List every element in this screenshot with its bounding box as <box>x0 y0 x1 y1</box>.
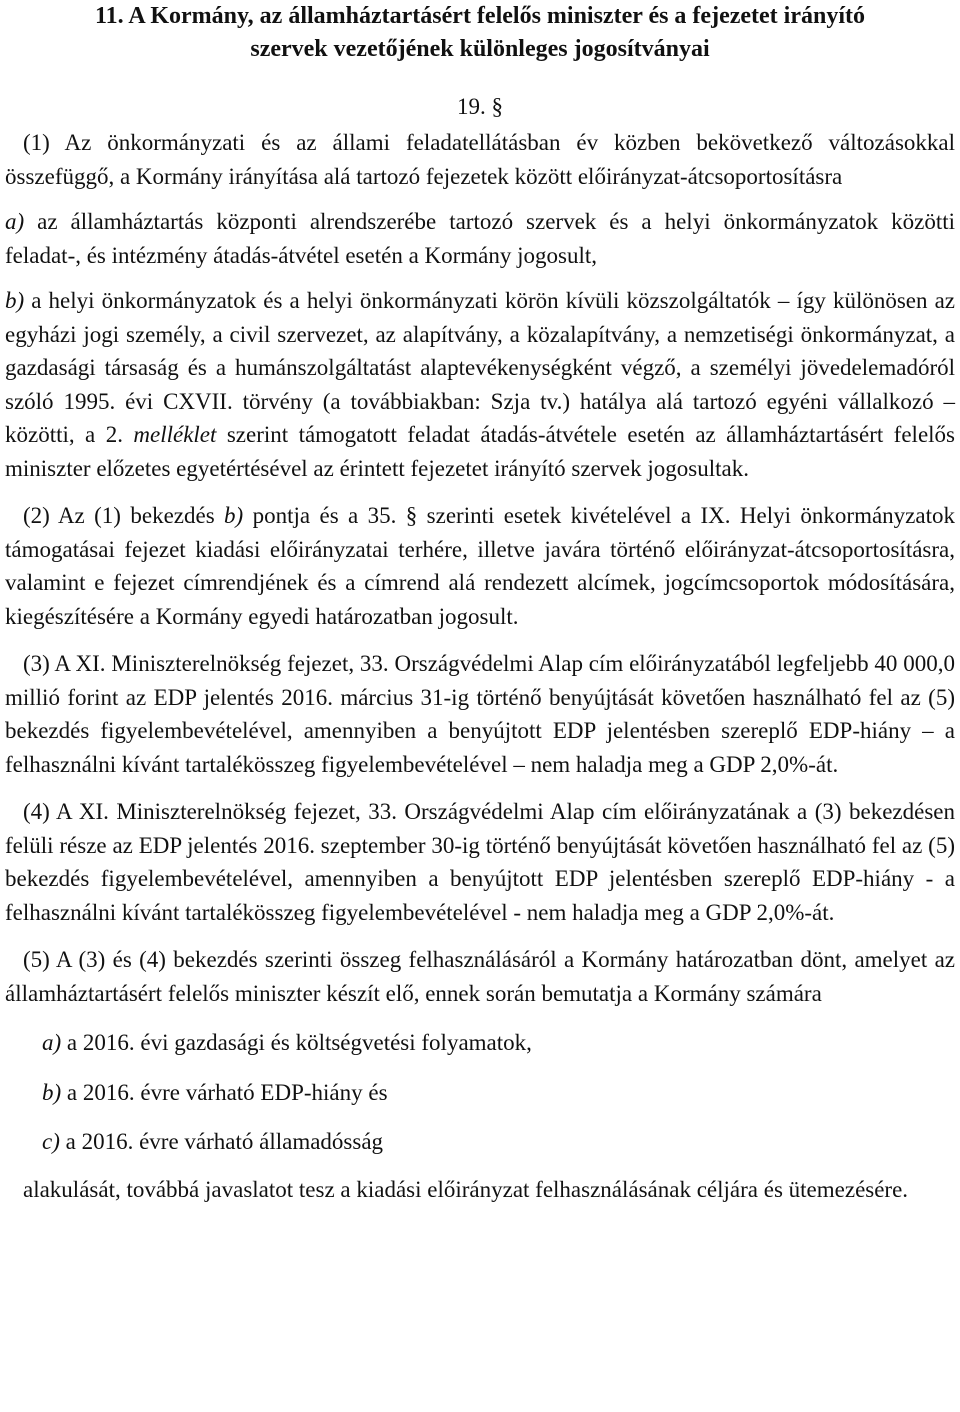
point-a-label: a) <box>5 209 25 234</box>
paragraph-2-text-2: pontja és a 35. § szerinti esetek kivételével a IX. Helyi önkormányzatok támogatásai fejezet kiadási előirányzatai terhére, illetve javára történő előirányzat-átcsoportosításra, valamint e fejezet címrendjének és a címrend alá rendezett alcímek, jogcímcsoportok módosítására, kiegészítésére a Kormány egyedi határozatban jogosult. <box>5 503 955 629</box>
paragraph-1-point-a <box>5 205 955 272</box>
point-b-text-2: szerint támogatott feladat átadás-átvétele esetén az államháztartásért felelős miniszter előzetes egyetértésével az érintett fejezetet irányító szervek jogosultak. <box>5 422 955 481</box>
point-b-italic: melléklet <box>133 422 217 447</box>
paragraph-2-text-1: (2) Az (1) bekezdés <box>23 503 225 528</box>
paragraph-1-point-b <box>5 284 955 485</box>
list-item-label: c) <box>42 1129 60 1154</box>
chapter-heading-line-2: szervek vezetőjének különleges jogosítványai <box>250 36 710 62</box>
list-item-text: a 2016. évre várható államadósság <box>59 1129 384 1154</box>
list-item-text: a 2016. évi gazdasági és költségvetési folyamatok, <box>61 1030 532 1055</box>
list-item <box>5 1026 955 1060</box>
paragraph-2-italic: b) <box>224 503 244 528</box>
list-item <box>5 1076 955 1110</box>
list-item <box>5 1125 955 1159</box>
paragraph-4: (4) A XI. Miniszterelnökség fejezet, 33. Országvédelmi Alap cím előirányzatának a (3) bekezdésen felüli része az EDP jelentés 2016. szeptember 30-ig történő benyújtását követően használható fel az (5) bekezdés figyelembevételével, amennyiben a benyújtott EDP jelentésben szereplő EDP-hiány - a felhasználni kívánt tartalékösszeg figyelembevételével - nem haladja meg a GDP 2,0%-át. <box>5 799 955 925</box>
paragraph-5-intro: (5) A (3) és (4) bekezdés szerinti összeg felhasználásáról a Kormány határozatban dönt, amelyet az államháztartásért felelős miniszter készít elő, ennek során bemutatja a Kormány számára <box>5 947 955 1006</box>
point-a-text: az államháztartás központi alrendszerébe tartozó szervek és a helyi önkormányzatok közötti feladat-, és intézmény átadás-átvétel esetén a Kormány jogosult, <box>5 209 955 268</box>
paragraph-3: (3) A XI. Miniszterelnökség fejezet, 33. Országvédelmi Alap cím előirányzatából legfeljebb 40 000,0 millió forint az EDP jelentés 2016. március 31-ig történő benyújtását követően használható fel az (5) bekezdés figyelembevételével, amennyiben a benyújtott EDP jelentésben szereplő EDP-hiány – a felhasználni kívánt tartalékösszeg figyelembevételével – nem haladja meg a GDP 2,0%-át. <box>5 651 955 777</box>
point-b-text-1: a helyi önkormányzatok és a helyi önkormányzati körön kívüli közszolgáltatók – így különösen az egyházi jogi személy, a civil szervezet, az alapítvány, a közalapítvány, a nemzetiségi önkormányzat, a gazdasági társaság és a humánszolgáltatást alaptevékenységként végző, a személyi jövedelemadóról szóló 1995. évi CXVII. törvény (a továbbiakban: Szja tv.) hatálya alá tartozó egyéni vállalkozó – közötti, a 2. <box>5 288 955 447</box>
chapter-heading-line-1: 11. A Kormány, az államháztartásért felelős miniszter és a fejezetet irányító <box>94 3 865 29</box>
document-page <box>5 0 955 1206</box>
list-item-text: a 2016. évre várható EDP-hiány és <box>61 1079 388 1105</box>
section-number: 19. § <box>457 94 503 119</box>
list-item-label: a) <box>42 1030 62 1055</box>
paragraph-1-intro: (1) Az önkormányzati és az állami feladatellátásban év közben bekövetkező változásokkal összefüggő, a Kormány irányítása alá tartozó fejezetek között előirányzat-átcsoportosításra <box>5 130 955 189</box>
paragraph-2 <box>5 499 955 633</box>
chapter-heading <box>5 0 955 66</box>
point-b-label: b) <box>5 288 25 313</box>
paragraph-5-closing: alakulását, továbbá javaslatot tesz a kiadási előirányzat felhasználásának céljára és ütemezésére. <box>23 1176 909 1202</box>
list-item-label: b) <box>42 1079 62 1105</box>
